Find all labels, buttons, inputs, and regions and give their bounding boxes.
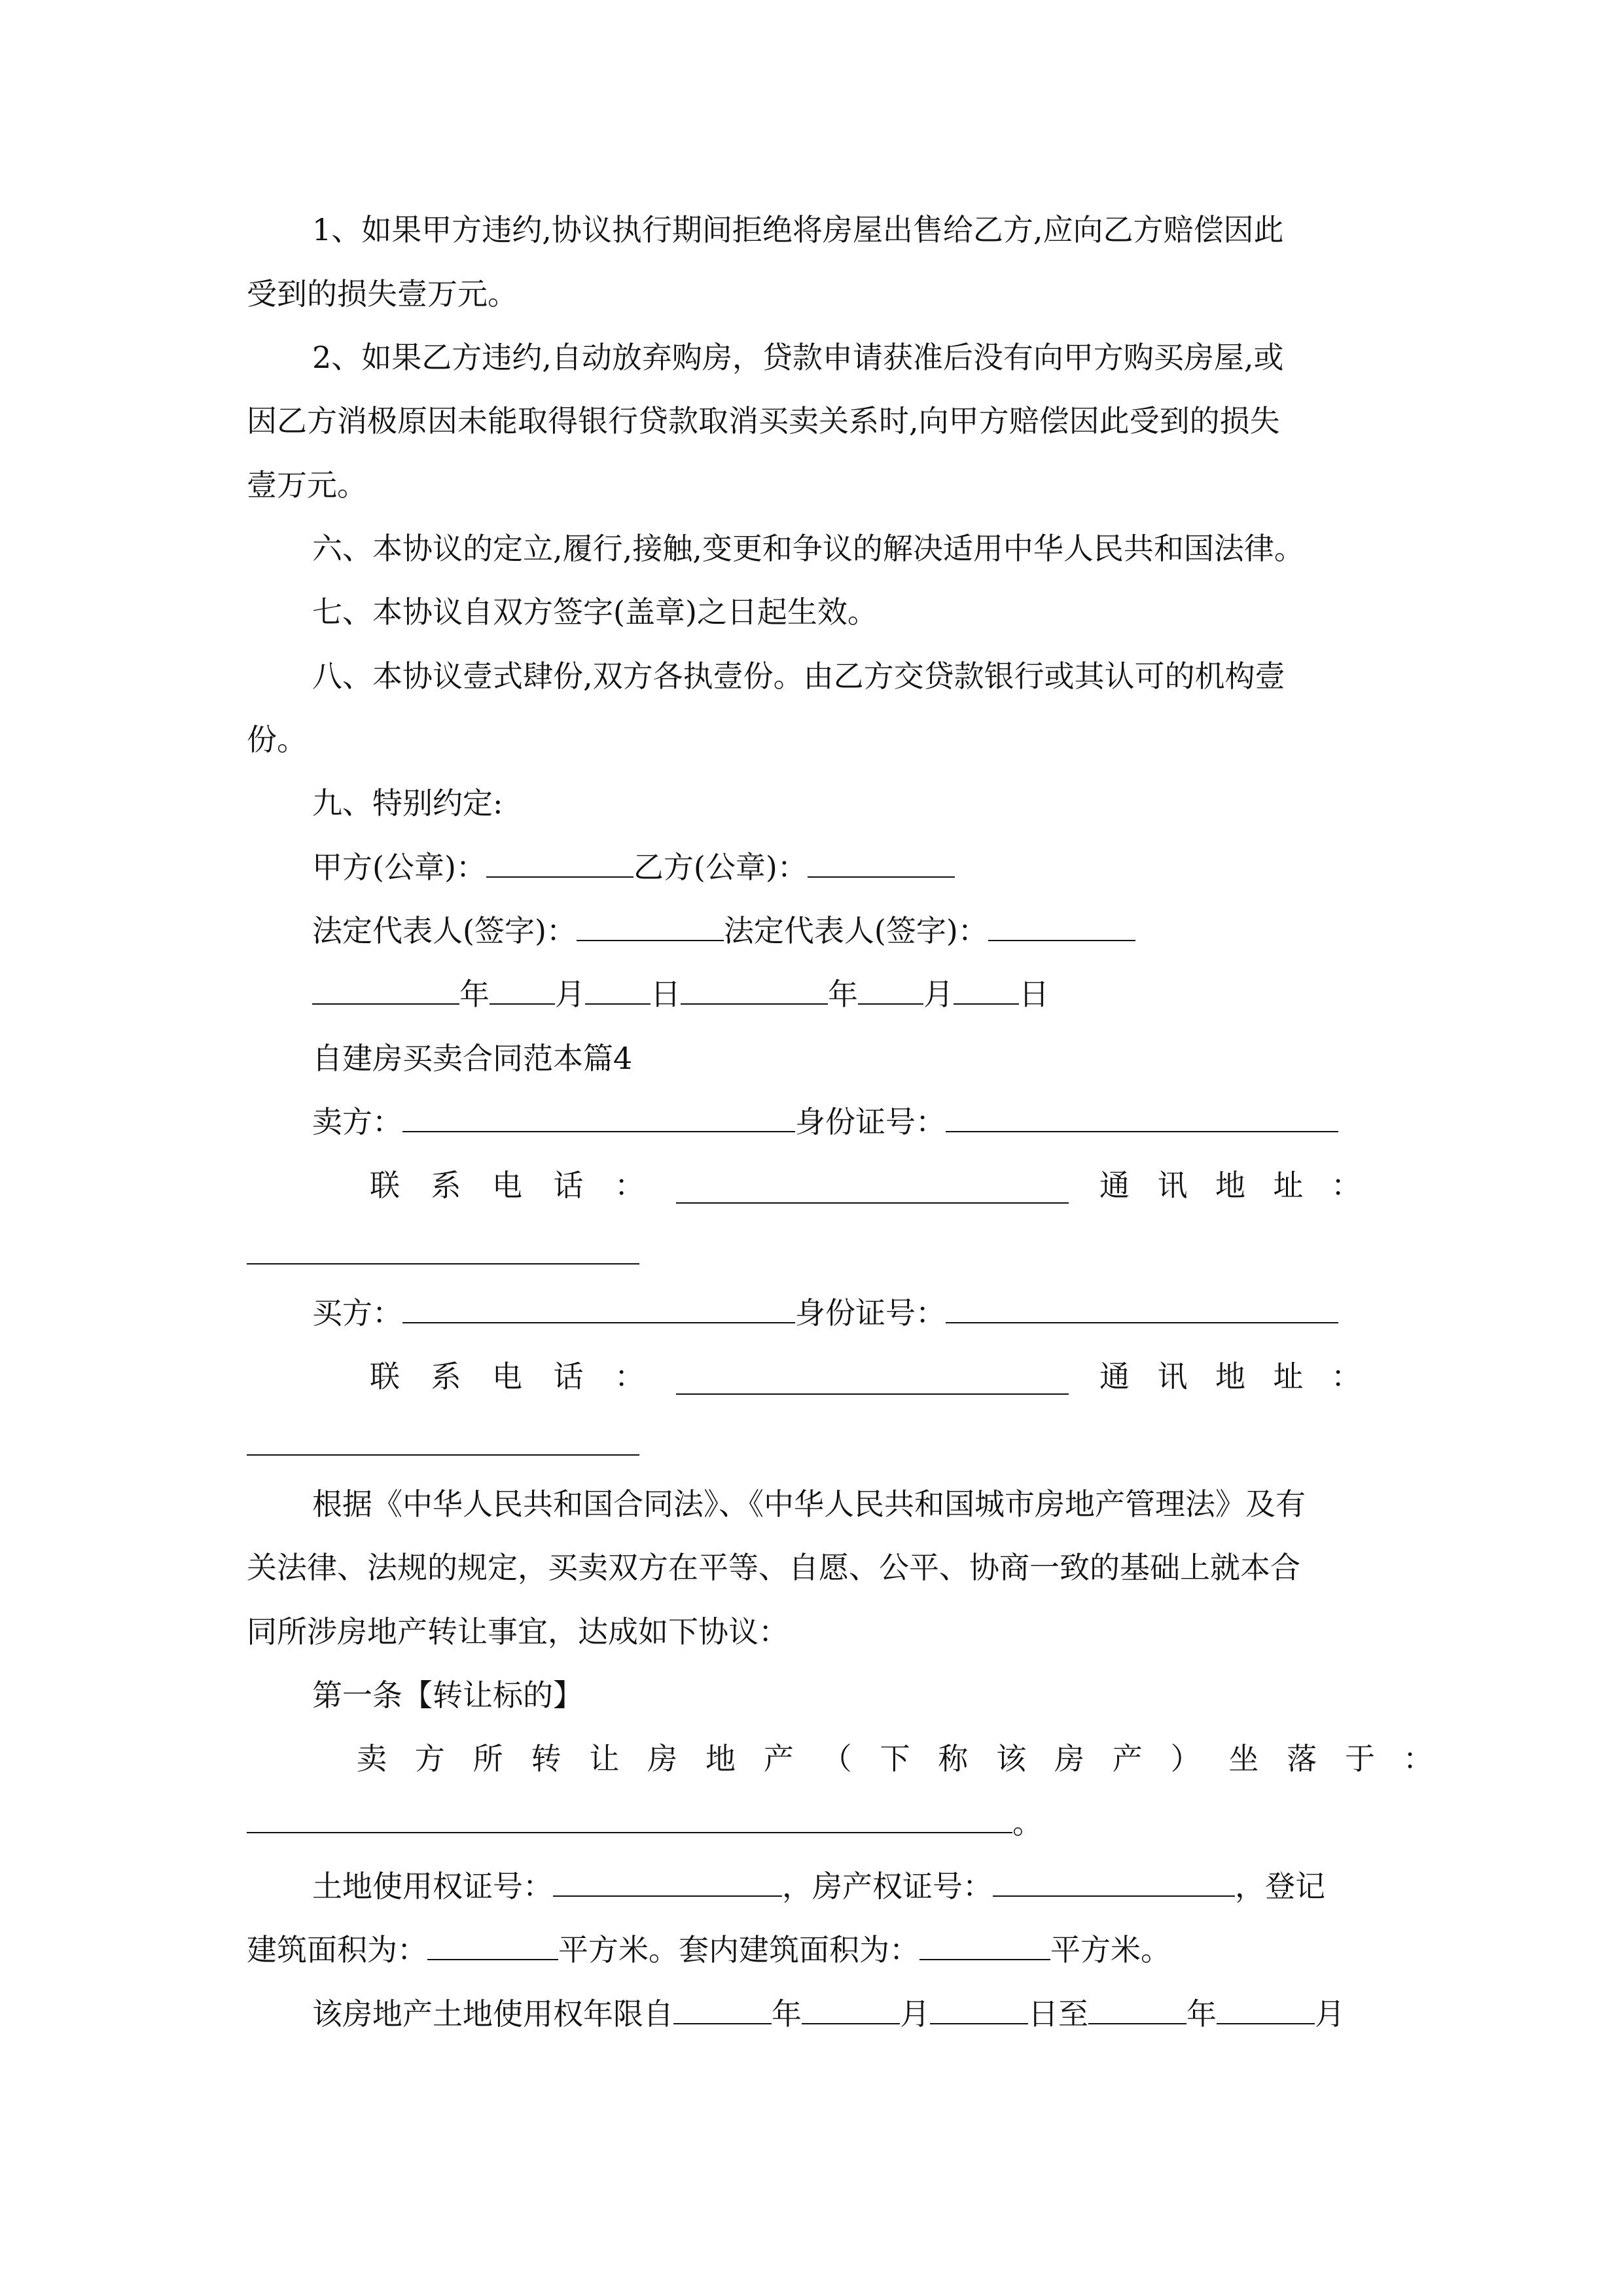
month-label: 月	[555, 977, 585, 1012]
legal-rep-row	[312, 912, 1376, 949]
sqm-label: 平方米。	[1050, 1932, 1171, 1967]
seller-name-blank[interactable]	[402, 1105, 795, 1132]
certificate-row	[312, 1868, 1376, 1905]
month-label: 月	[923, 977, 954, 1012]
preamble-line3: 同所涉房地产转让事宜，达成如下协议：	[247, 1614, 789, 1649]
seller-address-blank[interactable]	[247, 1263, 639, 1265]
property-cert-label: ，房产权证号：	[782, 1869, 993, 1904]
seller-phone-label: 联 系 电 话 ：	[370, 1168, 645, 1203]
penalty-party-a-line2: 受到的损失壹万元。	[247, 276, 518, 312]
legal-rep-b-blank[interactable]	[988, 914, 1135, 941]
inner-area-label: 套内建筑面积为：	[679, 1932, 919, 1967]
year-label: 年	[459, 977, 490, 1012]
year-label: 年	[828, 977, 858, 1012]
date-b-day-blank[interactable]	[954, 977, 1019, 1005]
registered-label: ，登记	[1235, 1869, 1325, 1904]
term-end-month-blank[interactable]	[1217, 1997, 1315, 2024]
article-7: 七、本协议自双方签字(盖章)之日起生效。	[312, 594, 878, 630]
inner-area-blank[interactable]	[919, 1933, 1050, 1960]
seller-label: 卖方：	[312, 1104, 402, 1139]
date-a-year-blank[interactable]	[312, 977, 459, 1005]
buyer-row	[312, 1295, 1376, 1331]
month-label: 月	[900, 1996, 930, 2032]
party-b-seal-label: 乙方(公章)：	[633, 850, 808, 885]
seller-phone-blank[interactable]	[676, 1176, 1069, 1204]
buyer-contact-row	[370, 1358, 1361, 1395]
seller-contact-row	[370, 1167, 1361, 1204]
day-label: 日	[1019, 977, 1049, 1012]
term-start-month-blank[interactable]	[802, 1997, 900, 2024]
penalty-party-a-line1: 1、如果甲方违约,协议执行期间拒绝将房屋出售给乙方,应向乙方赔偿因此	[312, 212, 1284, 247]
term-prefix-label: 该房地产土地使用权年限自	[312, 1996, 673, 2032]
term-end-year-blank[interactable]	[1088, 1997, 1186, 2024]
party-b-seal-blank[interactable]	[808, 850, 955, 878]
month-label: 月	[1315, 1996, 1345, 2032]
seller-address-label: 通 讯 地 址 ：	[1099, 1168, 1361, 1203]
date-a-day-blank[interactable]	[585, 977, 651, 1005]
legal-rep-a-blank[interactable]	[577, 914, 724, 941]
date-b-year-blank[interactable]	[681, 977, 828, 1005]
buyer-phone-label: 联 系 电 话 ：	[370, 1359, 645, 1394]
party-a-seal-blank[interactable]	[486, 850, 633, 878]
date-a-month-blank[interactable]	[490, 977, 555, 1005]
buyer-address-blank[interactable]	[247, 1454, 639, 1456]
article-1-title: 第一条【转让标的】	[312, 1677, 583, 1713]
day-to-label: 日至	[1028, 1996, 1088, 2032]
building-area-label: 建筑面积为：	[247, 1932, 427, 1967]
buyer-label: 买方：	[312, 1295, 402, 1331]
preamble-line1: 根据《中华人民共和国合同法》、《中华人民共和国城市房地产管理法》及有	[312, 1486, 1306, 1522]
land-cert-blank[interactable]	[553, 1869, 782, 1897]
buyer-id-label: 身份证号：	[795, 1295, 946, 1331]
buyer-name-blank[interactable]	[402, 1296, 795, 1323]
property-cert-blank[interactable]	[993, 1869, 1235, 1897]
date-b-month-blank[interactable]	[858, 977, 923, 1005]
location-period: 。	[1012, 1805, 1043, 1840]
location-blank[interactable]	[247, 1806, 1012, 1833]
seller-id-blank[interactable]	[946, 1105, 1338, 1132]
location-label: 卖 方 所 转 让 房 地 产 （ 下 称 该 房 产 ） 坐 落 于 ：	[357, 1741, 1433, 1776]
year-label: 年	[772, 1996, 802, 2032]
article-9: 九、特别约定:	[312, 785, 503, 821]
building-area-blank[interactable]	[427, 1933, 558, 1960]
term-start-year-blank[interactable]	[673, 1997, 772, 2024]
year-label: 年	[1186, 1996, 1217, 2032]
article-8-line1: 八、本协议壹式肆份,双方各执壹份。由乙方交贷款银行或其认可的机构壹	[312, 658, 1285, 694]
buyer-id-blank[interactable]	[946, 1296, 1338, 1323]
land-term-row	[312, 1996, 1376, 2032]
day-label: 日	[651, 977, 681, 1012]
buyer-address-label: 通 讯 地 址 ：	[1099, 1359, 1361, 1394]
area-row	[247, 1931, 1376, 1968]
sqm-label: 平方米。	[558, 1932, 679, 1967]
term-start-day-blank[interactable]	[930, 1997, 1028, 2024]
penalty-party-b-line3: 壹万元。	[247, 467, 367, 503]
legal-rep-a-label: 法定代表人(签字)：	[312, 913, 577, 948]
article-8-line2: 份。	[247, 722, 307, 757]
location-row	[247, 1804, 1376, 1841]
seller-row	[312, 1103, 1376, 1140]
party-a-seal-label: 甲方(公章)：	[312, 850, 486, 885]
penalty-party-b-line2: 因乙方消极原因未能取得银行贷款取消买卖关系时,向甲方赔偿因此受到的损失	[247, 403, 1280, 439]
penalty-party-b-line1: 2、如果乙方违约,自动放弃购房，贷款申请获准后没有向甲方购买房屋,或	[312, 340, 1284, 375]
buyer-phone-blank[interactable]	[676, 1367, 1069, 1395]
date-row	[312, 976, 1376, 1013]
seal-row	[312, 849, 1376, 886]
preamble-line2: 关法律、法规的规定，买卖双方在平等、自愿、公平、协商一致的基础上就本合	[247, 1550, 1300, 1585]
seller-id-label: 身份证号：	[795, 1104, 946, 1139]
section-title: 自建房买卖合同范本篇4	[312, 1041, 633, 1076]
land-cert-label: 土地使用权证号：	[312, 1869, 553, 1904]
article-6: 六、本协议的定立,履行,接触,变更和争议的解决适用中华人民共和国法律。	[312, 531, 1304, 566]
legal-rep-b-label: 法定代表人(签字)：	[723, 913, 988, 948]
